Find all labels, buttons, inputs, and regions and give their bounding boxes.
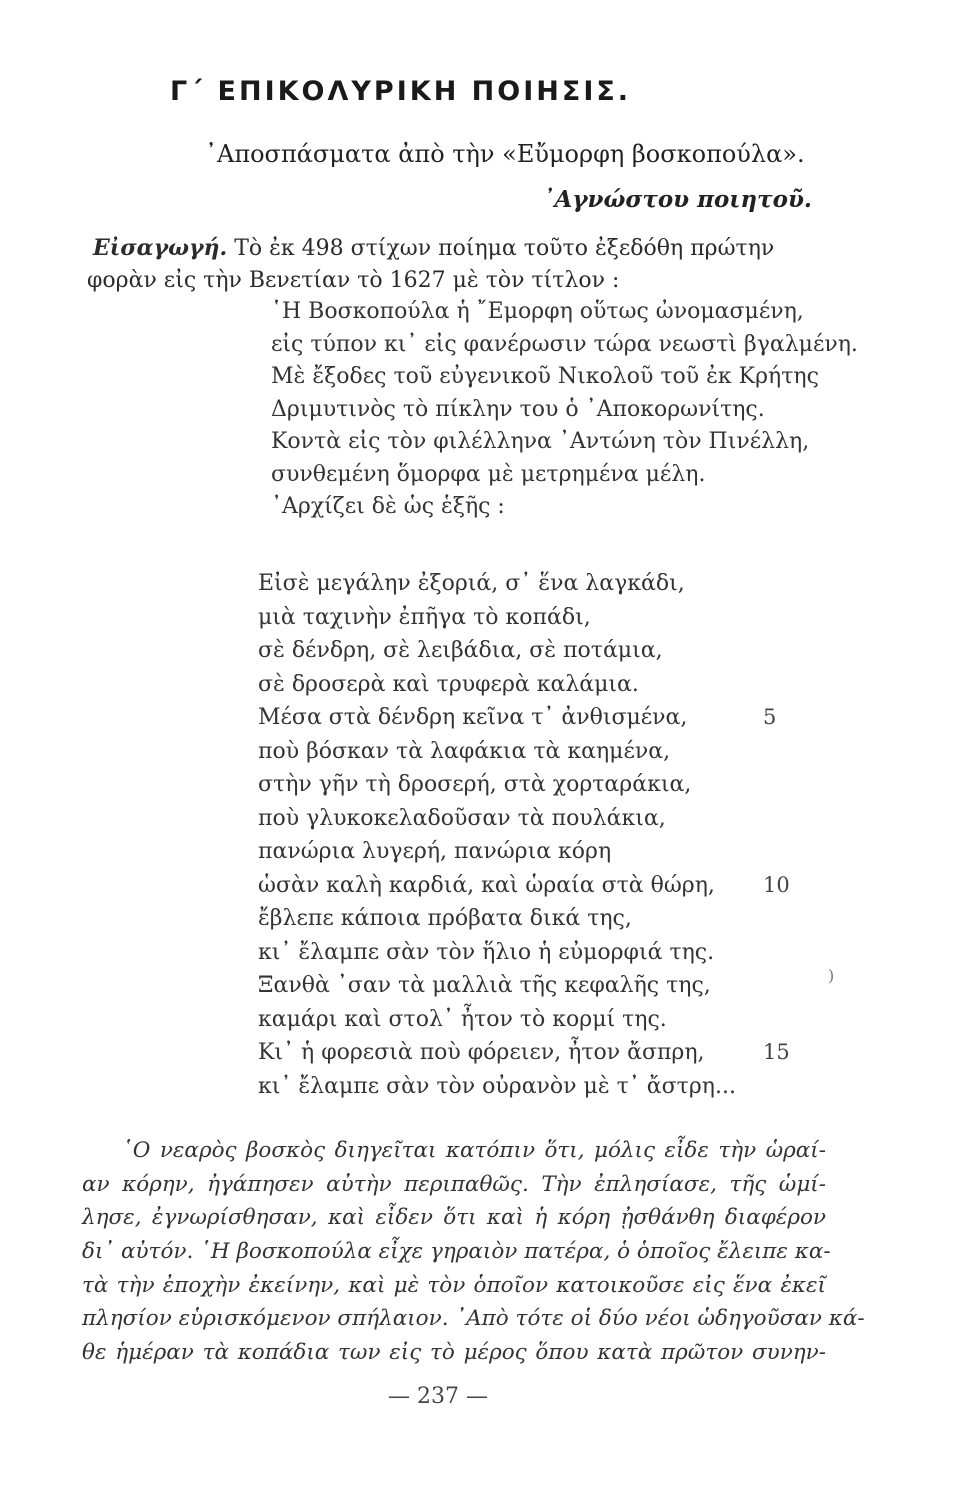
margin-mark: ) xyxy=(828,966,835,985)
page-number: — 237 — xyxy=(388,1384,488,1409)
prose-line: πλησίον εὑρισκόμενον σπήλαιον. ᾿Απὸ τότε οἱ δύο νέοι ὡδηγοῦσαν κά- xyxy=(82,1306,865,1332)
poem-line xyxy=(258,802,798,836)
quote-line: Κοντὰ εἰς τὸν φιλέλληνα ᾿Αντώνη τὸν Πινέλλη, xyxy=(271,429,810,454)
poem-line-text: Μέσα στὰ δένδρη κεῖνα τ᾿ ἀνθισμένα, xyxy=(258,705,688,730)
prose-line: τὰ τὴν ἐποχὴν ἐκείνην, καὶ μὲ τὸν ὁποῖον κατοικοῦσε εἰς ἕνα ἐκεῖ xyxy=(82,1272,826,1298)
poem-line-text: στὴν γῆν τὴ δροσερή, στὰ χορταράκια, xyxy=(258,772,692,797)
quote-line: Δριμυτινὸς τὸ πίκλην του ὁ ᾿Αποκορωνίτης. xyxy=(271,396,765,422)
title-quotation xyxy=(271,296,858,524)
poem-line xyxy=(258,1036,798,1070)
quote-line: Μὲ ἔξοδες τοῦ εὐγενικοῦ Νικολοῦ τοῦ ἐκ Κρήτης xyxy=(271,364,819,389)
intro-line-1 xyxy=(93,232,833,265)
poem-line-text: καμάρι καὶ στολ᾿ ἦτον τὸ κορμί της. xyxy=(258,1006,667,1032)
line-number: 5 xyxy=(763,705,777,729)
prose-line: αν κόρην, ἠγάπησεν αὐτὴν περιπαθῶς. Τὴν ἐπλησίασε, τῆς ὡμί- xyxy=(82,1171,826,1197)
intro-text-1: Τὸ ἐκ 498 στίχων ποίημα τοῦτο ἐξεδόθη πρώτην xyxy=(227,236,775,261)
poem-line-text: σὲ δροσερὰ καὶ τρυφερὰ καλάμια. xyxy=(258,671,639,697)
line-number: 10 xyxy=(763,872,790,897)
poem-line xyxy=(258,1003,798,1037)
prose-line: λησε, ἐγνωρίσθησαν, καὶ εἶδεν ὅτι καὶ ἡ κόρη ᾐσθάνθη διαφέρον xyxy=(82,1205,826,1231)
poem-line xyxy=(258,969,798,1003)
poem-line-text: ἔβλεπε κάποια πρόβατα δικά της, xyxy=(258,906,632,931)
poem-line xyxy=(258,835,798,869)
poem-line xyxy=(258,902,798,936)
summary-paragraph xyxy=(82,1134,865,1370)
poem-line-text: Εἰσὲ μεγάλην ἐξοριά, σ᾿ ἕνα λαγκάδι, xyxy=(258,571,685,596)
section-heading: Γ΄ ΕΠΙΚΟΛΥΡΙΚΗ ΠΟΙΗΣΙΣ. xyxy=(170,76,632,107)
line-number: 15 xyxy=(763,1040,790,1064)
prose-line: ῾Ο νεαρὸς βοσκὸς διηγεῖται κατόπιν ὅτι, μόλις εἶδε τὴν ὡραί- xyxy=(122,1138,826,1163)
prose-line: δι᾿ αὐτόν. ῾Η βοσκοπούλα εἶχε γηραιὸν πατέρα, ὁ ὁποῖος ἔλειπε κα- xyxy=(82,1239,831,1265)
poem-excerpt xyxy=(258,567,798,1103)
poem-line-text: ποὺ γλυκοκελαδοῦσαν τὰ πουλάκια, xyxy=(258,805,666,831)
poem-line-text: ὡσὰν καλὴ καρδιά, καὶ ὡραία στὰ θώρη, xyxy=(258,872,715,898)
poem-line xyxy=(258,567,798,601)
poem-line-text: πανώρια λυγερή, πανώρια κόρη xyxy=(258,839,612,864)
prose-line: θε ἡμέραν τὰ κοπάδια των εἰς τὸ μέρος ὅπου κατὰ πρῶτον συνην- xyxy=(82,1340,826,1366)
intro-label: Εἰσαγωγή. xyxy=(93,235,228,261)
poem-line-text: Ξανθὰ ᾿σαν τὰ μαλλιὰ τῆς κεφαλῆς της, xyxy=(258,973,711,998)
quote-line: ᾿Αρχίζει δὲ ὡς ἑξῆς : xyxy=(271,494,505,519)
section-subtitle: ᾿Αποσπάσματα ἀπὸ τὴν «Εὔμορφη βοσκοπούλα». xyxy=(205,140,805,168)
poem-line-text: Κι᾿ ἡ φορεσιὰ ποὺ φόρειεν, ἦτον ἄσπρη, xyxy=(258,1040,705,1065)
poem-line xyxy=(258,936,798,970)
quote-line: εἰς τύπον κι᾿ εἰς φανέρωσιν τώρα νεωστὶ βγαλμένη. xyxy=(271,331,858,357)
poem-line xyxy=(258,735,798,769)
poem-line xyxy=(258,768,798,802)
poem-line-text: κι᾿ ἔλαμπε σὰν τὸν οὐρανὸν μὲ τ᾿ ἄστρη... xyxy=(258,1073,736,1099)
poem-line xyxy=(258,869,798,903)
poem-line-text: μιὰ ταχινὴν ἐπῆγα τὸ κοπάδι, xyxy=(258,604,591,630)
quote-line: ῾Η Βοσκοπούλα ἡ ῎Εμορφη οὕτως ὠνομασμένη, xyxy=(271,299,804,324)
poem-line-text: κι᾿ ἔλαμπε σὰν τὸν ἥλιο ἡ εὐμορφιά της. xyxy=(258,939,715,965)
poem-line xyxy=(258,668,798,702)
intro-line-2: φορὰν εἰς τὴν Βενετίαν τὸ 1627 μὲ τὸν τίτλον : xyxy=(87,268,620,293)
quote-line: συνθεμένη ὅμορφα μὲ μετρημένα μέλη. xyxy=(271,461,706,487)
poem-line xyxy=(258,1070,798,1104)
introduction xyxy=(87,232,833,297)
author-attribution: ᾿Αγνώστου ποιητοῦ. xyxy=(543,186,812,213)
poem-line-text: σὲ δένδρη, σὲ λειβάδια, σὲ ποτάμια, xyxy=(258,638,663,663)
poem-line-text: ποὺ βόσκαν τὰ λαφάκια τὰ καημένα, xyxy=(258,738,671,764)
poem-line xyxy=(258,601,798,635)
poem-line xyxy=(258,634,798,668)
poem-line xyxy=(258,701,798,735)
